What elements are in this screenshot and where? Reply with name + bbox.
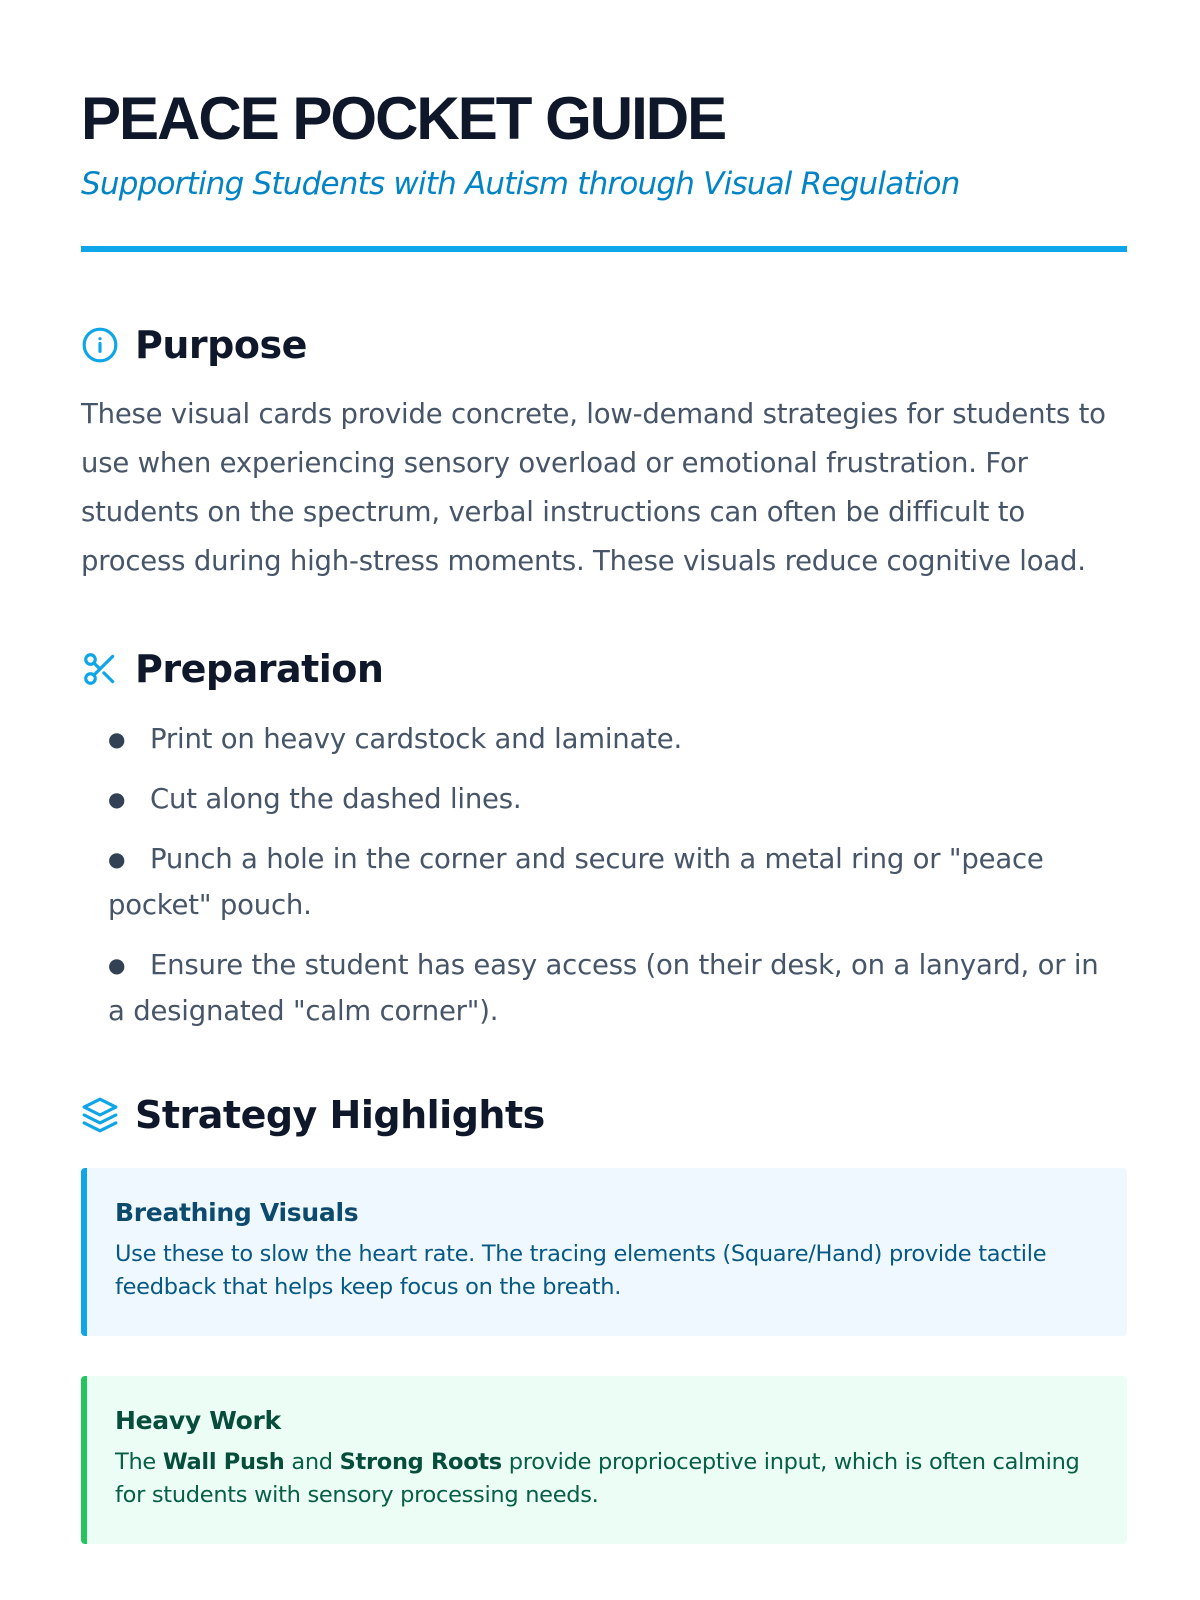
purpose-heading [81, 320, 1100, 370]
bullet-icon: ● [108, 953, 126, 977]
page-subtitle: Supporting Students with Autism through Visual Regulation [81, 166, 960, 202]
list-item: ● Punch a hole in the corner and secure with a metal ring or "peace pocket" pouch. [108, 836, 1121, 928]
strong-roots-term: Strong Roots [339, 1449, 502, 1475]
card-text: Use these to slow the heart rate. The tracing elements (Square/Hand) provide tactile feedback that helps keep focus on the breath. [115, 1241, 1047, 1300]
strategy-heading-label: Strategy Highlights [135, 1093, 545, 1137]
wall-push-term: Wall Push [162, 1449, 285, 1475]
list-item: ● Print on heavy cardstock and laminate. [108, 716, 1121, 762]
layers-icon [81, 1096, 119, 1134]
card-text: The Wall Push and Strong Roots provide proprioceptive input, which is often calming for students with sensory processing needs. [115, 1449, 1080, 1508]
strategy-heading [81, 1090, 1100, 1140]
preparation-heading-label: Preparation [135, 647, 384, 691]
info-circle-icon [81, 326, 119, 364]
scissors-icon [81, 650, 119, 688]
list-item: ● Ensure the student has easy access (on their desk, on a lanyard, or in a designated "calm corner"). [108, 942, 1121, 1034]
bullet-icon: ● [108, 727, 126, 751]
header-divider [81, 246, 1127, 252]
card-title: Breathing Visuals [115, 1198, 359, 1227]
preparation-heading [81, 644, 1100, 694]
card-title: Heavy Work [115, 1406, 281, 1435]
bullet-icon: ● [108, 847, 126, 871]
preparation-list [81, 716, 1121, 1034]
list-item: ● Cut along the dashed lines. [108, 776, 1121, 822]
heavy-work-card [81, 1376, 1127, 1544]
page-title: PEACE POCKET GUIDE [81, 85, 726, 152]
breathing-visuals-card [81, 1168, 1127, 1336]
bullet-icon: ● [108, 787, 126, 811]
purpose-heading-label: Purpose [135, 323, 307, 367]
purpose-paragraph: These visual cards provide concrete, low-demand strategies for students to use when experiencing sensory overload or emotional frustration. For students on the spectrum, verbal instructions can often be difficult to process during high-stress moments. These visuals reduce cognitive load. [81, 398, 1106, 577]
